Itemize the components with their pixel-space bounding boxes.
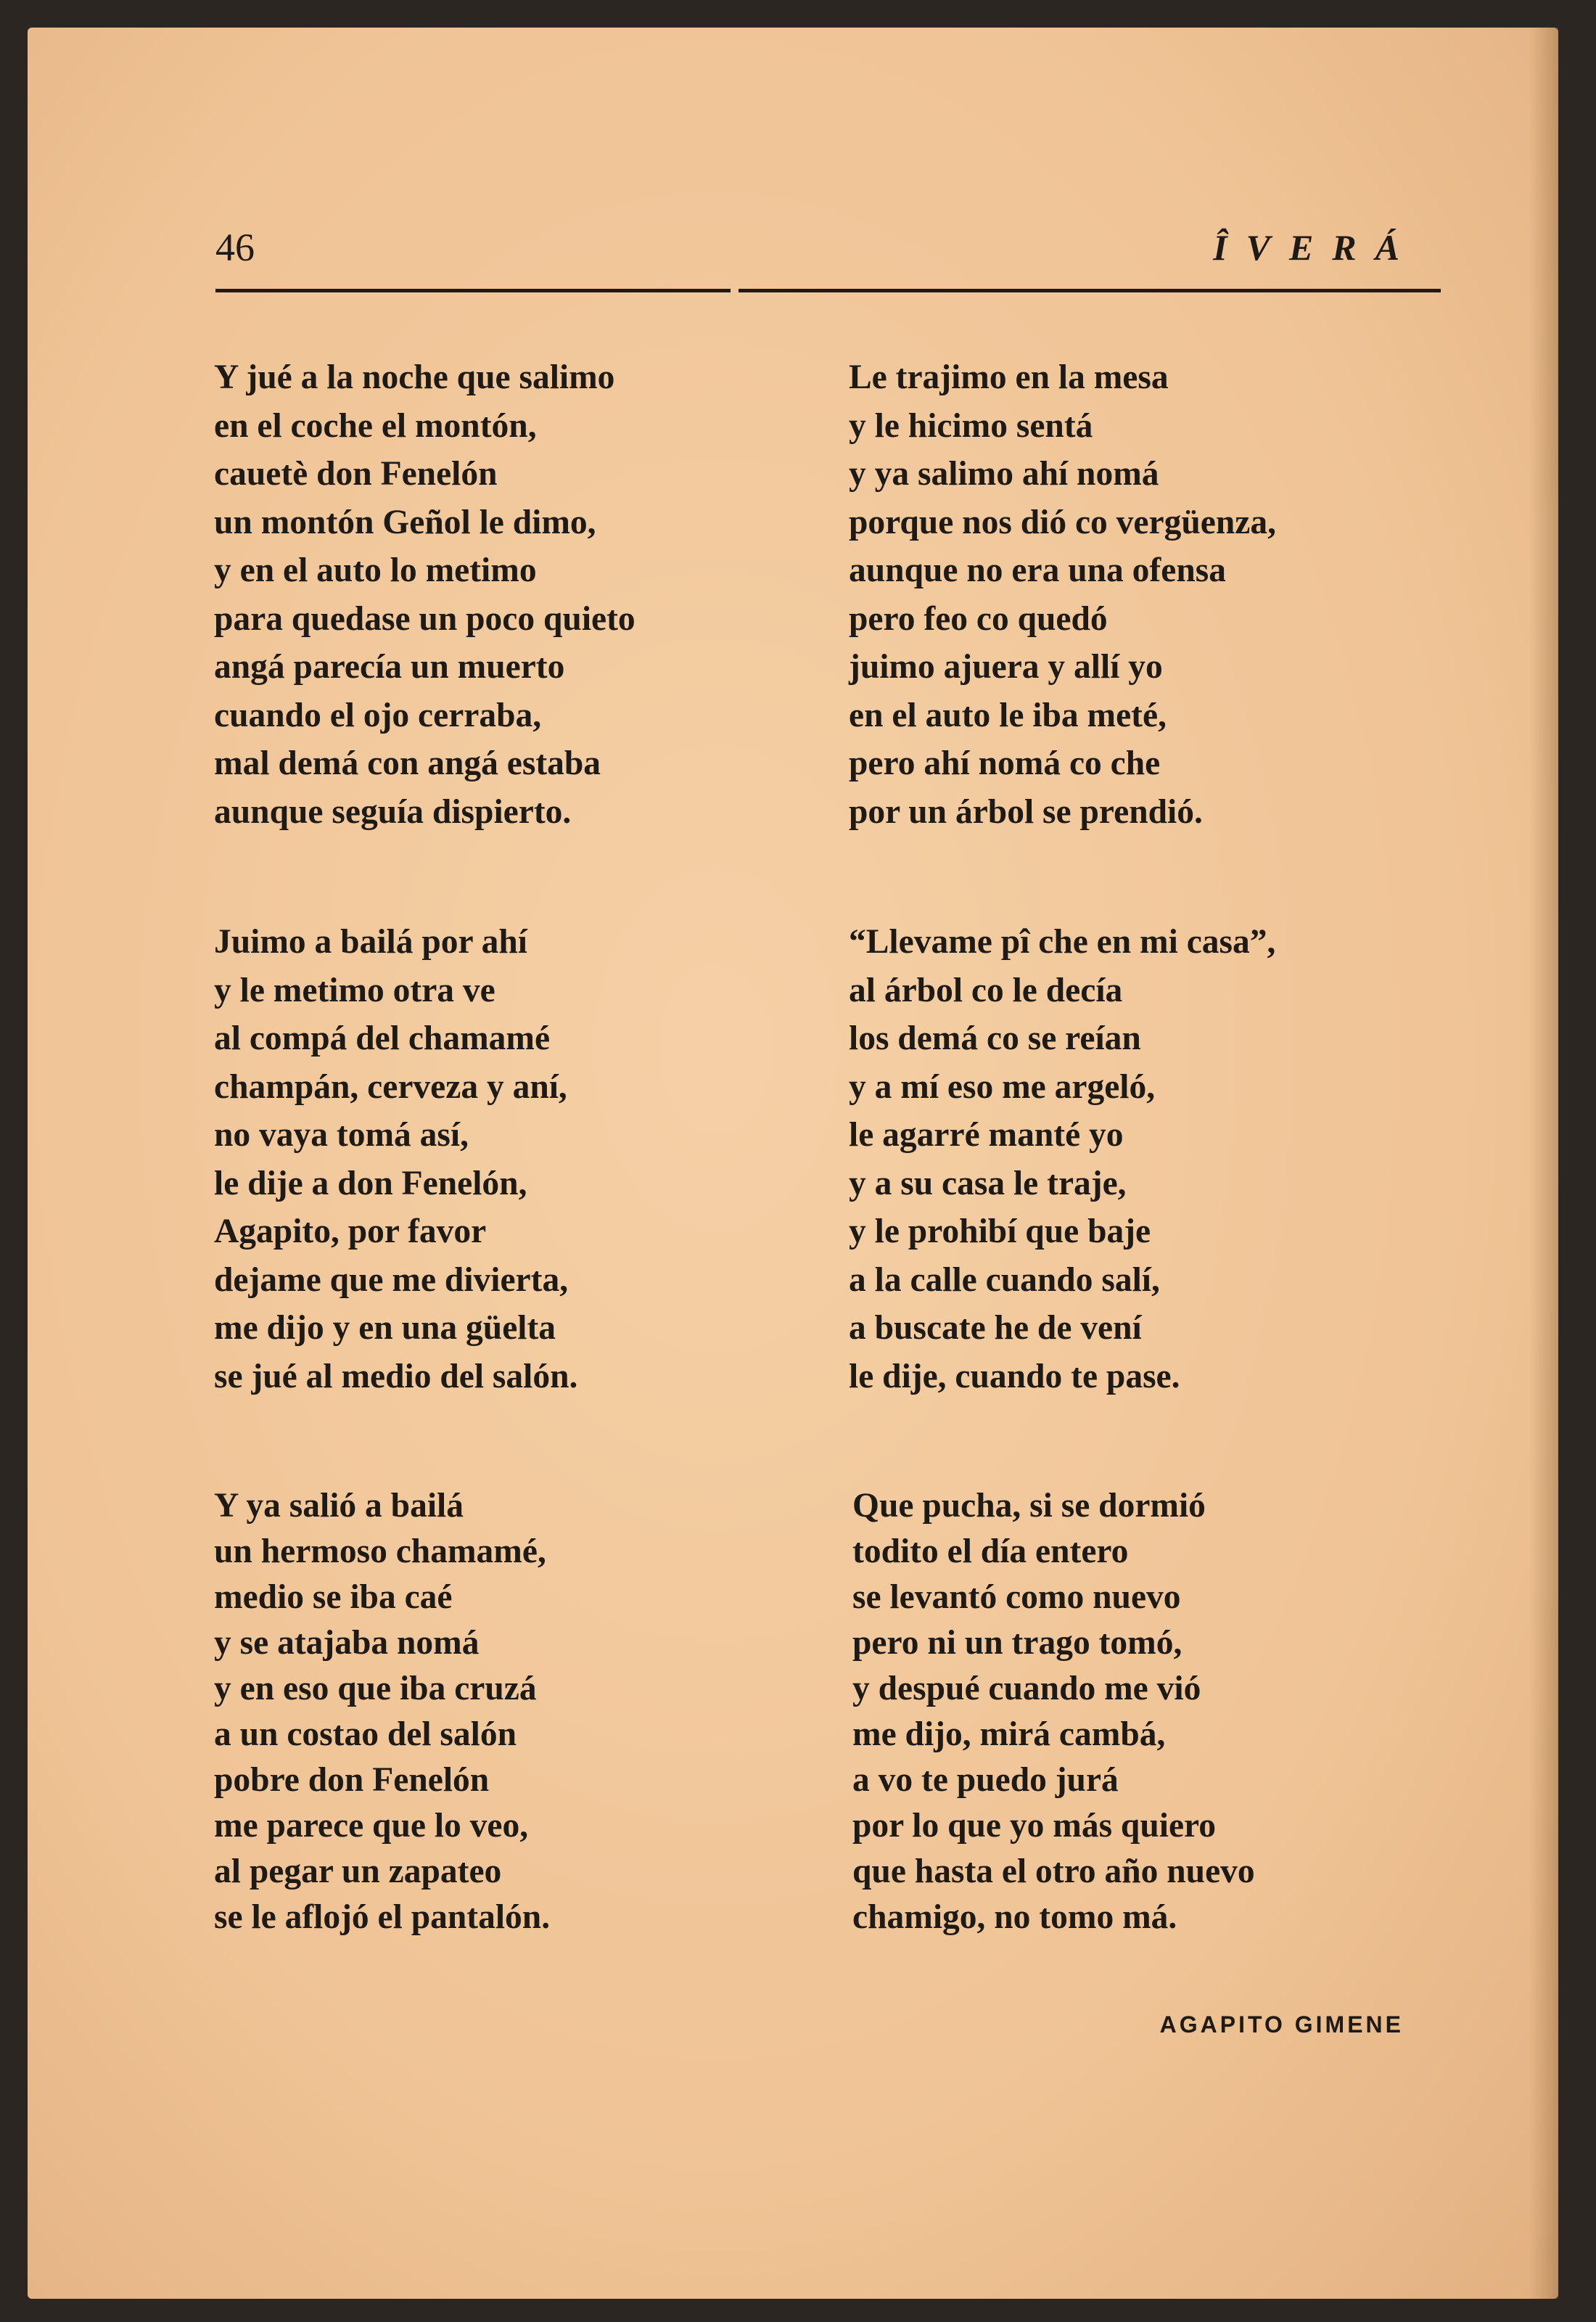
verse-line: juimo ajuera y allí yo (849, 648, 1163, 686)
verse-line: y se atajaba nomá (214, 1624, 480, 1662)
verse-line: y en eso que iba cruzá (214, 1670, 537, 1707)
verse-line: pero ahí nomá co che (849, 744, 1161, 782)
verse-line: me dijo, mirá cambá, (852, 1715, 1166, 1753)
verse-line: y a su casa le traje, (849, 1164, 1127, 1202)
verse-line: y despué cuando me vió (852, 1670, 1201, 1707)
verse-line: Y jué a la noche que salimo (214, 358, 615, 396)
verse-line: todito el día entero (852, 1533, 1129, 1570)
verse-line: se jué al medio del salón. (214, 1357, 578, 1395)
verse-line: medio se iba caé (214, 1578, 453, 1616)
verse-line: que hasta el otro año nuevo (852, 1853, 1255, 1890)
verse-line: y ya salimo ahí nomá (849, 455, 1159, 493)
stanza-left-2 (214, 918, 577, 1400)
verse-line: porque nos dió co vergüenza, (849, 503, 1276, 541)
verse-line: mal demá con angá estaba (214, 744, 601, 782)
verse-line: champán, cerveza y aní, (214, 1067, 567, 1106)
verse-line: Le trajimo en la mesa (849, 358, 1169, 396)
verse-line: y a mí eso me argeló, (849, 1067, 1156, 1106)
verse-line: no vaya tomá así, (214, 1116, 469, 1154)
verse-line: se levantó como nuevo (852, 1578, 1181, 1616)
verse-line: los demá co se reían (849, 1020, 1141, 1057)
verse-line: un montón Geñol le dimo, (214, 503, 596, 541)
page-edge-shadow (1529, 28, 1558, 2299)
verse-line: angá parecía un muerto (214, 648, 565, 686)
stanza-left-3 (214, 1483, 550, 1940)
verse-line: le dije a don Fenelón, (214, 1164, 527, 1202)
verse-line: “Llevame pî che en mi casa”, (849, 923, 1276, 961)
verse-line: a la calle cuando salí, (849, 1260, 1160, 1299)
header-rule-left (215, 289, 731, 292)
verse-line: por un árbol se prendió. (849, 792, 1203, 831)
verse-line: un hermoso chamamé, (214, 1533, 546, 1570)
page-number: 46 (215, 226, 255, 269)
verse-line: pero feo co quedó (849, 599, 1108, 638)
verse-line: Y ya salió a bailá (214, 1487, 464, 1525)
verse-line: se le aflojó el pantalón. (214, 1898, 551, 1936)
verse-line: aunque seguía dispierto. (214, 792, 572, 831)
stanza-right-3 (852, 1483, 1255, 1940)
verse-line: y en el auto lo metimo (214, 551, 537, 589)
verse-line: al pegar un zapateo (214, 1853, 502, 1890)
stanza-left-1 (214, 353, 635, 836)
verse-line: al árbol co le decía (849, 971, 1123, 1009)
verse-line: Que pucha, si se dormió (852, 1487, 1206, 1525)
verse-line: chamigo, no tomo má. (852, 1898, 1177, 1936)
verse-line: dejame que me divierta, (214, 1260, 569, 1299)
verse-line: Juimo a bailá por ahí (214, 923, 527, 961)
verse-line: a buscate he de vení (849, 1309, 1142, 1347)
verse-line: al compá del chamamé (214, 1020, 551, 1057)
verse-line: por lo que yo más quiero (852, 1807, 1217, 1845)
stanza-right-2 (849, 918, 1275, 1400)
verse-line: a vo te puedo jurá (852, 1761, 1119, 1799)
verse-line: cauetè don Fenelón (214, 455, 498, 493)
author-signature: AGAPITO GIMENE (1159, 2011, 1404, 2038)
verse-line: y le prohibí que baje (849, 1213, 1151, 1250)
verse-line: pobre don Fenelón (214, 1761, 490, 1799)
verse-line: le dije, cuando te pase. (849, 1357, 1180, 1395)
verse-line: Agapito, por favor (214, 1213, 487, 1250)
verse-line: pero ni un trago tomó, (852, 1624, 1182, 1662)
verse-line: en el auto le iba meté, (849, 696, 1167, 734)
verse-line: y le metimo otra ve (214, 971, 495, 1009)
stanza-right-1 (849, 353, 1276, 836)
verse-line: le agarré manté yo (849, 1116, 1124, 1154)
verse-line: aunque no era una ofensa (849, 551, 1226, 589)
verse-line: me parece que lo veo, (214, 1807, 529, 1845)
verse-line: me dijo y en una güelta (214, 1309, 556, 1347)
verse-line: cuando el ojo cerraba, (214, 696, 542, 734)
verse-line: a un costao del salón (214, 1715, 517, 1753)
running-title: ÎVERÁ (1213, 227, 1418, 268)
verse-line: en el coche el montón, (214, 406, 537, 445)
verse-line: y le hicimo sentá (849, 406, 1093, 445)
header-rule-right (739, 289, 1441, 292)
verse-line: para quedase un poco quieto (214, 599, 635, 638)
